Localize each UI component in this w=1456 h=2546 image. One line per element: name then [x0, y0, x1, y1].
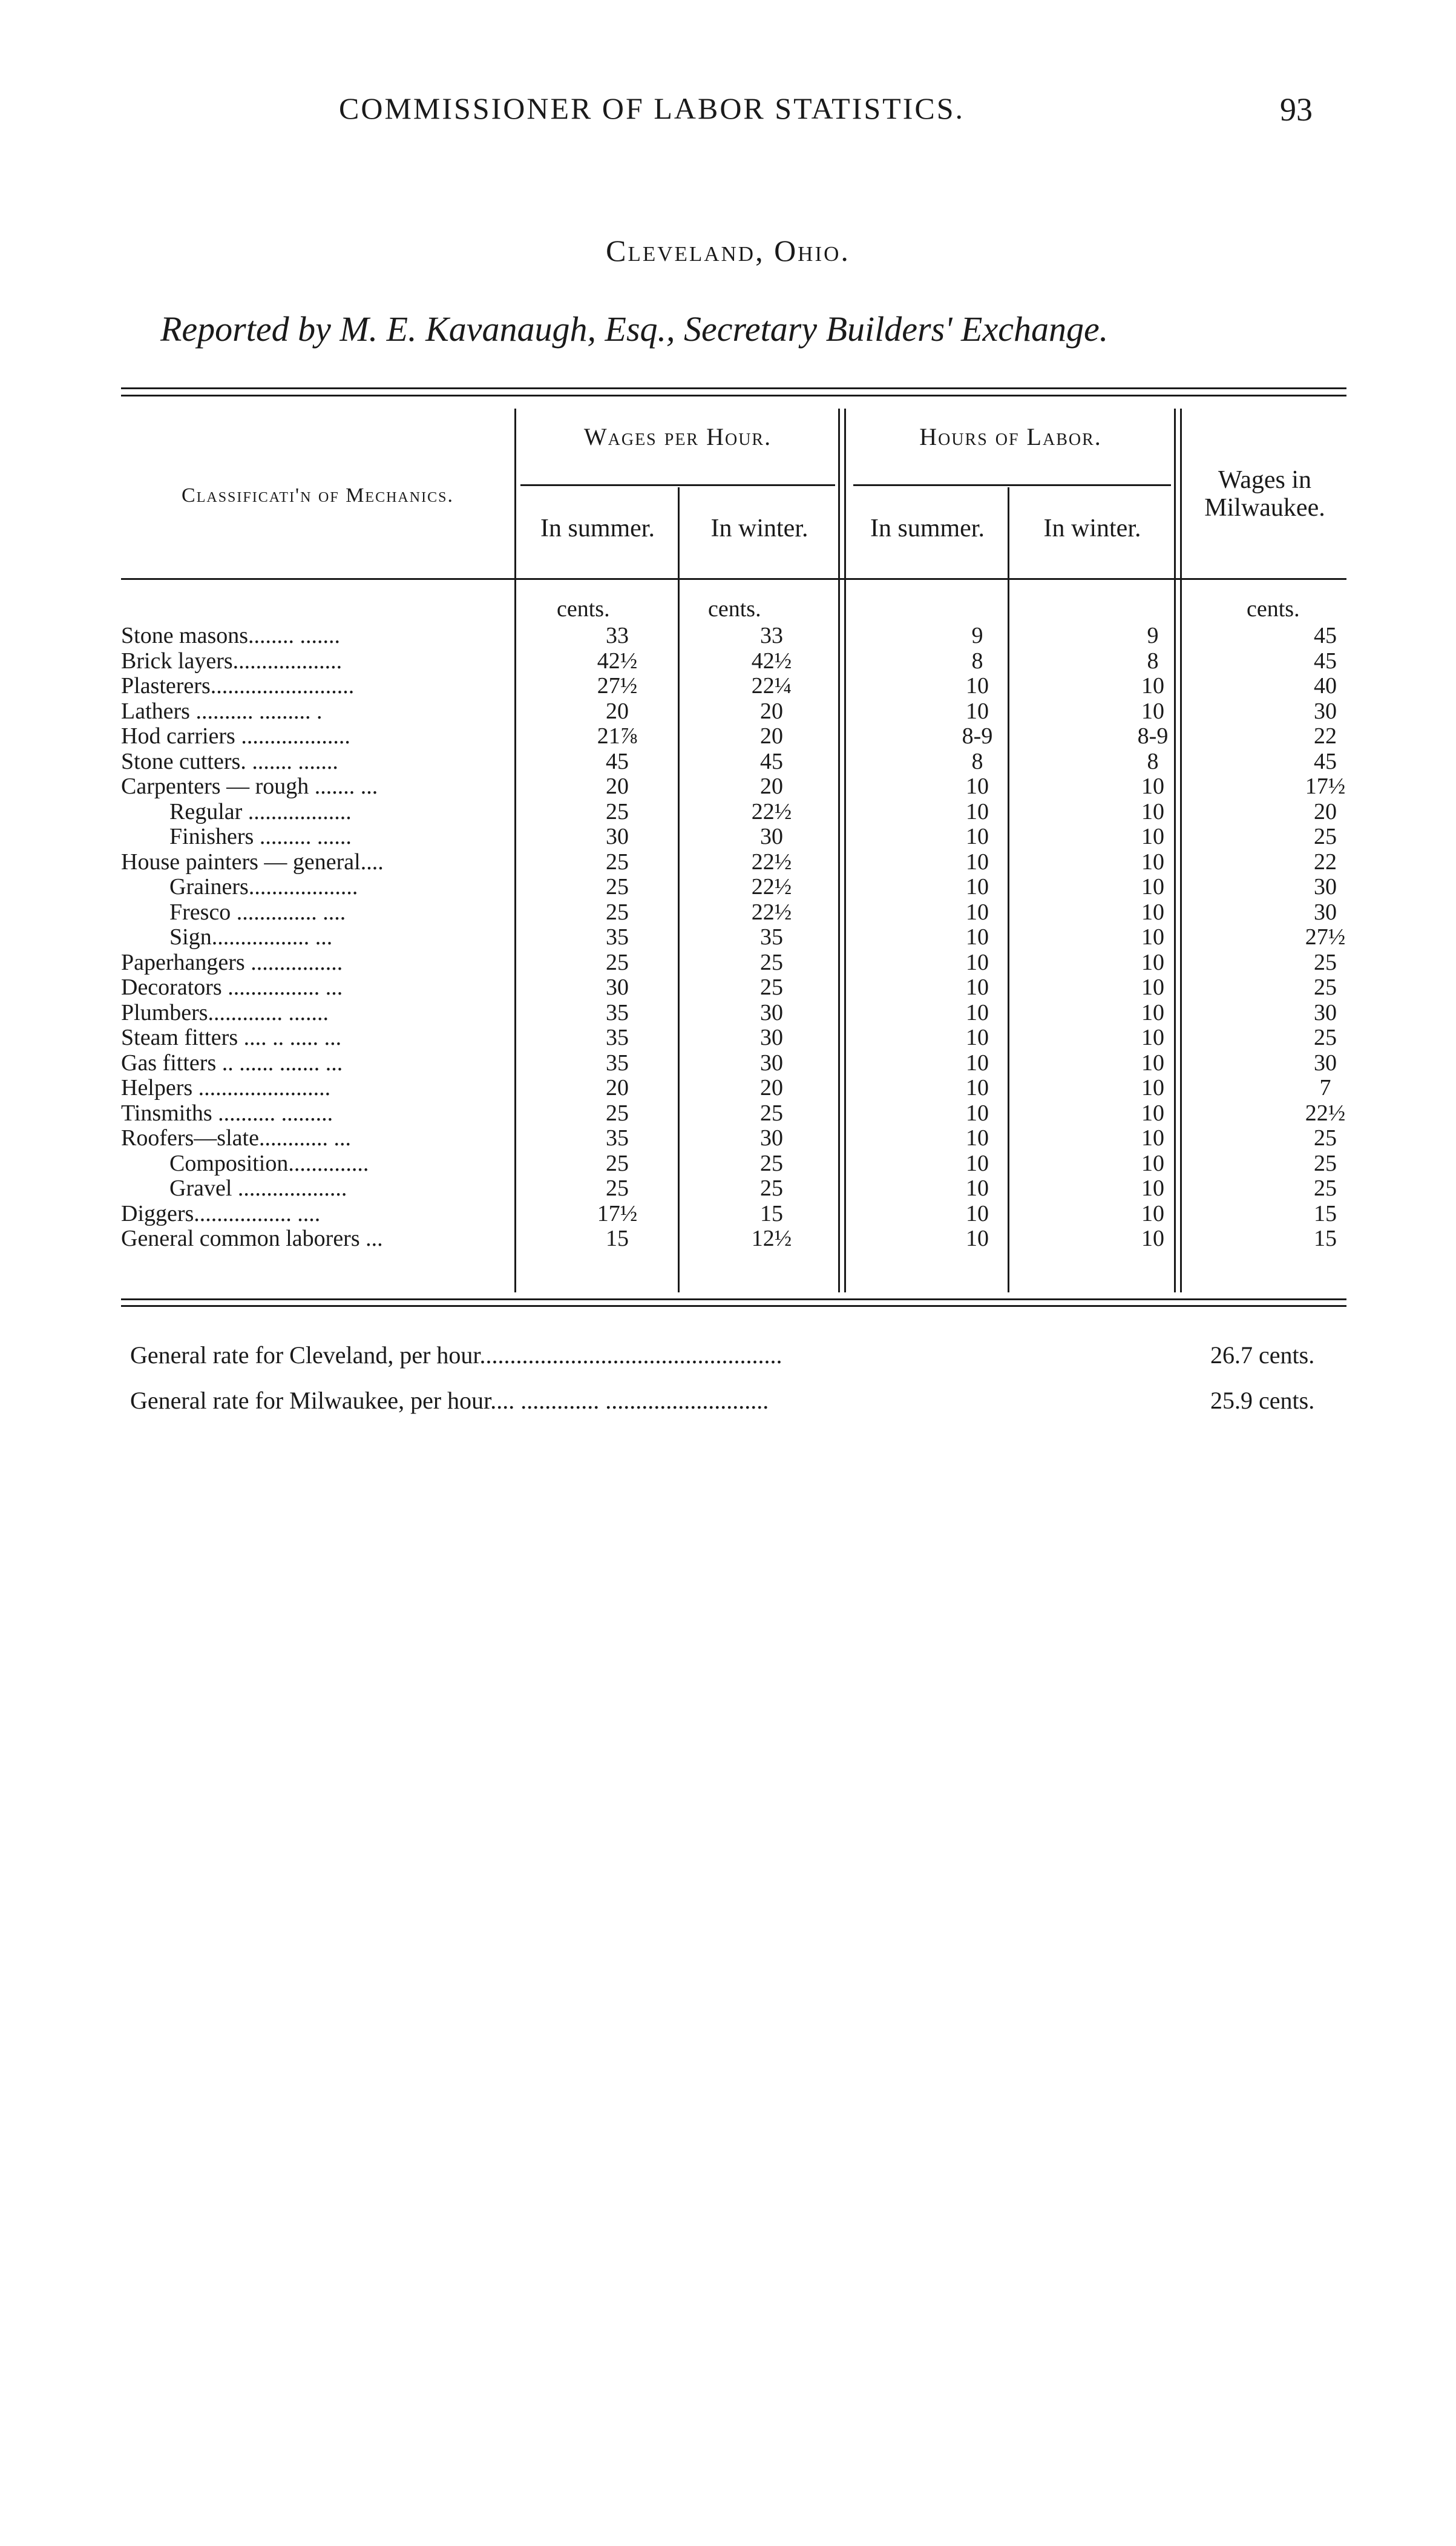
table-row — [121, 1051, 1346, 1075]
row-label: Grainers................... — [169, 875, 358, 899]
cell-hours-summer: 8-9 — [962, 723, 993, 749]
cell-wages-winter: 20 — [760, 723, 783, 749]
table-row — [121, 649, 1346, 673]
cell-hours-winter: 10 — [1141, 1100, 1164, 1126]
cell-milwaukee: 15 — [1314, 1200, 1337, 1226]
wages-table — [121, 387, 1346, 1314]
cell-hours-summer: 10 — [966, 949, 989, 975]
cell-wages-winter: 22½ — [751, 899, 792, 925]
table-bottom-rule — [121, 1298, 1346, 1300]
cell-hours-summer: 10 — [966, 874, 989, 900]
cell-wages-winter: 25 — [760, 975, 783, 1000]
cell-hours-summer: 8 — [971, 748, 983, 774]
hours-group-rule — [853, 484, 1171, 486]
table-row — [121, 1076, 1346, 1100]
cell-hours-summer: 10 — [966, 924, 989, 950]
cell-milwaukee: 45 — [1314, 648, 1337, 674]
row-label: Paperhangers ................ — [121, 950, 343, 975]
row-label: Tinsmiths .......... ......... — [121, 1100, 333, 1125]
cell-milwaukee: 25 — [1314, 1025, 1337, 1050]
row-label: House painters — general.... — [121, 849, 384, 874]
cell-wages-summer: 35 — [606, 999, 629, 1025]
cell-wages-summer: 21⅞ — [597, 723, 638, 749]
cell-hours-winter: 10 — [1141, 999, 1164, 1025]
cell-milwaukee: 30 — [1314, 899, 1337, 925]
cell-wages-winter: 15 — [760, 1200, 783, 1226]
cell-wages-winter: 20 — [760, 774, 783, 799]
cell-hours-summer: 8 — [971, 648, 983, 674]
cell-wages-summer: 33 — [606, 623, 629, 648]
cell-wages-summer: 35 — [606, 924, 629, 950]
cell-wages-summer: 20 — [606, 1075, 629, 1100]
cell-wages-winter: 33 — [760, 623, 783, 648]
header-wages-summer: In summer. — [540, 515, 655, 542]
cell-wages-winter: 30 — [760, 1025, 783, 1050]
cell-hours-summer: 10 — [966, 899, 989, 925]
cell-hours-summer: 10 — [966, 1125, 989, 1151]
cell-milwaukee: 22½ — [1305, 1100, 1346, 1126]
cell-milwaukee: 30 — [1314, 874, 1337, 900]
cell-hours-winter: 8 — [1147, 748, 1159, 774]
cell-milwaukee: 27½ — [1305, 924, 1346, 950]
table-row — [121, 1202, 1346, 1226]
cell-wages-winter: 25 — [760, 1100, 783, 1126]
cell-hours-summer: 10 — [966, 999, 989, 1025]
cell-hours-winter: 10 — [1141, 975, 1164, 1000]
cell-wages-summer: 25 — [606, 849, 629, 875]
cell-wages-summer: 35 — [606, 1025, 629, 1050]
row-label: Gas fitters .. ...... ....... ... — [121, 1050, 343, 1075]
summary-label: General rate for Milwaukee, per hour.... ............. ........................... — [130, 1387, 769, 1414]
reporter-line: Reported by M. E. Kavanaugh, Esq., Secretary Builders' Exchange. — [160, 309, 1109, 349]
header-classification: Classificati'n of Mechanics. — [182, 484, 454, 507]
cell-wages-winter: 12½ — [751, 1226, 792, 1251]
cell-milwaukee: 45 — [1314, 748, 1337, 774]
row-label: Decorators ................ ... — [121, 975, 343, 999]
table-row — [121, 950, 1346, 975]
cell-wages-summer: 15 — [606, 1226, 629, 1251]
cell-hours-winter: 10 — [1141, 874, 1164, 900]
row-label: Regular .................. — [169, 799, 352, 824]
cell-wages-summer: 35 — [606, 1050, 629, 1076]
cell-wages-winter: 25 — [760, 1150, 783, 1176]
cell-milwaukee: 25 — [1314, 949, 1337, 975]
table-bottom-rule-2 — [121, 1305, 1346, 1307]
row-label: Plasterers......................... — [121, 674, 355, 698]
cell-hours-summer: 10 — [966, 1226, 989, 1251]
cell-hours-summer: 10 — [966, 849, 989, 875]
cell-wages-summer: 25 — [606, 1150, 629, 1176]
row-label: Gravel ................... — [169, 1176, 347, 1200]
table-row — [121, 850, 1346, 874]
summary-cleveland — [130, 1341, 1315, 1369]
row-label: Carpenters — rough ....... ... — [121, 774, 378, 798]
cell-wages-summer: 17½ — [597, 1200, 638, 1226]
header-hours-summer: In summer. — [870, 515, 985, 542]
cell-hours-winter: 10 — [1141, 698, 1164, 724]
cell-hours-summer: 10 — [966, 698, 989, 724]
cell-milwaukee: 17½ — [1305, 774, 1346, 799]
cell-wages-summer: 45 — [606, 748, 629, 774]
row-label: Roofers—slate............ ... — [121, 1126, 351, 1150]
cell-hours-summer: 9 — [971, 623, 983, 648]
wages-group-rule — [520, 484, 835, 486]
table-row — [121, 749, 1346, 774]
cell-milwaukee: 25 — [1314, 975, 1337, 1000]
table-row — [121, 1126, 1346, 1150]
cell-wages-summer: 20 — [606, 698, 629, 724]
cell-hours-winter: 10 — [1141, 924, 1164, 950]
cell-hours-summer: 10 — [966, 1100, 989, 1126]
cell-hours-summer: 10 — [966, 774, 989, 799]
cell-hours-winter: 10 — [1141, 1200, 1164, 1226]
table-row — [121, 1101, 1346, 1125]
table-row — [121, 724, 1346, 748]
summary-value: 25.9 cents. — [1210, 1387, 1315, 1414]
cell-hours-summer: 10 — [966, 798, 989, 824]
unit-wages-summer: cents. — [557, 596, 610, 622]
running-head: COMMISSIONER OF LABOR STATISTICS. — [339, 91, 965, 125]
table-row — [121, 774, 1346, 798]
cell-hours-winter: 8 — [1147, 648, 1159, 674]
cell-milwaukee: 30 — [1314, 1050, 1337, 1076]
table-row — [121, 1151, 1346, 1176]
table-row — [121, 623, 1346, 648]
cell-hours-winter: 10 — [1141, 1075, 1164, 1100]
cell-wages-summer: 25 — [606, 1176, 629, 1201]
cell-wages-winter: 30 — [760, 999, 783, 1025]
cell-hours-winter: 10 — [1141, 1025, 1164, 1050]
cell-wages-winter: 20 — [760, 698, 783, 724]
cell-hours-winter: 10 — [1141, 949, 1164, 975]
cell-wages-summer: 25 — [606, 1100, 629, 1126]
cell-hours-summer: 10 — [966, 1025, 989, 1050]
cell-milwaukee: 7 — [1319, 1075, 1331, 1100]
cell-milwaukee: 25 — [1314, 1150, 1337, 1176]
cell-milwaukee: 22 — [1314, 723, 1337, 749]
table-row — [121, 1176, 1346, 1200]
cell-wages-summer: 25 — [606, 874, 629, 900]
cell-milwaukee: 22 — [1314, 849, 1337, 875]
cell-hours-summer: 10 — [966, 824, 989, 849]
cell-hours-winter: 9 — [1147, 623, 1159, 648]
cell-wages-summer: 35 — [606, 1125, 629, 1151]
cell-wages-summer: 27½ — [597, 673, 638, 699]
page-number: 93 — [1280, 91, 1313, 128]
cell-hours-summer: 10 — [966, 1150, 989, 1176]
row-label: Finishers ......... ...... — [169, 824, 352, 849]
cell-milwaukee: 40 — [1314, 673, 1337, 699]
cell-hours-winter: 8-9 — [1137, 723, 1169, 749]
header-bottom-rule — [121, 578, 1346, 580]
row-label: Fresco .............. .... — [169, 900, 346, 924]
row-label: Stone cutters. ....... ....... — [121, 749, 338, 774]
header-hours-winter: In winter. — [1043, 515, 1141, 542]
cell-hours-summer: 10 — [966, 1075, 989, 1100]
cell-wages-winter: 22½ — [751, 849, 792, 875]
cell-wages-summer: 25 — [606, 899, 629, 925]
cell-hours-summer: 10 — [966, 1200, 989, 1226]
cell-wages-winter: 22½ — [751, 798, 792, 824]
row-label: Diggers................. .... — [121, 1201, 321, 1226]
cell-milwaukee: 30 — [1314, 698, 1337, 724]
table-row — [121, 824, 1346, 849]
summary-milwaukee — [130, 1386, 1315, 1415]
cell-milwaukee: 25 — [1314, 1125, 1337, 1151]
cell-hours-winter: 10 — [1141, 798, 1164, 824]
cell-hours-winter: 10 — [1141, 1050, 1164, 1076]
header-wages-per-hour: Wages per Hour. — [583, 423, 772, 450]
cell-wages-winter: 22½ — [751, 874, 792, 900]
table-top-rule-2 — [121, 395, 1346, 396]
cell-hours-summer: 10 — [966, 1176, 989, 1201]
table-row — [121, 975, 1346, 999]
table-row — [121, 674, 1346, 698]
cell-hours-winter: 10 — [1141, 1176, 1164, 1201]
table-row — [121, 1001, 1346, 1025]
header-hours-of-labor: Hours of Labor. — [919, 423, 1102, 450]
row-label: Sign................. ... — [169, 925, 333, 949]
row-label: Stone masons........ ....... — [121, 623, 341, 648]
cell-milwaukee: 45 — [1314, 623, 1337, 648]
cell-hours-winter: 10 — [1141, 1125, 1164, 1151]
unit-wages-winter: cents. — [708, 596, 761, 622]
table-row — [121, 800, 1346, 824]
row-label: Helpers ....................... — [121, 1076, 331, 1100]
table-row — [121, 699, 1346, 723]
cell-wages-summer: 42½ — [597, 648, 638, 674]
table-row — [121, 875, 1346, 899]
cell-wages-winter: 45 — [760, 748, 783, 774]
table-row — [121, 925, 1346, 949]
cell-milwaukee: 15 — [1314, 1226, 1337, 1251]
cell-wages-summer: 30 — [606, 824, 629, 849]
cell-hours-winter: 10 — [1141, 824, 1164, 849]
header-wages-winter: In winter. — [710, 515, 808, 542]
cell-wages-winter: 30 — [760, 1050, 783, 1076]
cell-hours-winter: 10 — [1141, 1226, 1164, 1251]
cell-hours-winter: 10 — [1141, 1150, 1164, 1176]
summary-value: 26.7 cents. — [1210, 1341, 1315, 1369]
unit-milwaukee: cents. — [1247, 596, 1300, 622]
row-label: Lathers .......... ......... . — [121, 699, 323, 723]
cell-hours-winter: 10 — [1141, 673, 1164, 699]
cell-milwaukee: 25 — [1314, 1176, 1337, 1201]
row-label: Steam fitters .... .. ..... ... — [121, 1025, 342, 1050]
table-row — [121, 1025, 1346, 1050]
section-title: Cleveland, Ohio. — [606, 234, 850, 268]
row-label: Plumbers............. ....... — [121, 1000, 329, 1025]
summary-label: General rate for Cleveland, per hour.................................................. — [130, 1341, 782, 1369]
header-milwaukee: Wages in Milwaukee. — [1204, 466, 1325, 522]
cell-wages-winter: 42½ — [751, 648, 792, 674]
cell-wages-summer: 25 — [606, 798, 629, 824]
cell-wages-summer: 30 — [606, 975, 629, 1000]
cell-wages-winter: 30 — [760, 1125, 783, 1151]
table-row — [121, 900, 1346, 924]
cell-hours-winter: 10 — [1141, 849, 1164, 875]
table-row — [121, 1226, 1346, 1251]
row-label: Brick layers................... — [121, 648, 343, 673]
cell-wages-summer: 25 — [606, 949, 629, 975]
cell-wages-winter: 22¼ — [751, 673, 792, 699]
row-label: Hod carriers ................... — [121, 724, 350, 748]
cell-milwaukee: 25 — [1314, 824, 1337, 849]
cell-wages-winter: 35 — [760, 924, 783, 950]
cell-hours-summer: 10 — [966, 1050, 989, 1076]
cell-hours-winter: 10 — [1141, 774, 1164, 799]
cell-wages-winter: 25 — [760, 1176, 783, 1201]
cell-milwaukee: 30 — [1314, 999, 1337, 1025]
cell-wages-winter: 25 — [760, 949, 783, 975]
cell-hours-summer: 10 — [966, 673, 989, 699]
row-label: Composition.............. — [169, 1151, 369, 1176]
table-top-rule — [121, 387, 1346, 389]
cell-hours-winter: 10 — [1141, 899, 1164, 925]
cell-milwaukee: 20 — [1314, 798, 1337, 824]
cell-wages-summer: 20 — [606, 774, 629, 799]
cell-hours-summer: 10 — [966, 975, 989, 1000]
cell-wages-winter: 30 — [760, 824, 783, 849]
cell-wages-winter: 20 — [760, 1075, 783, 1100]
row-label: General common laborers ... — [121, 1226, 383, 1251]
